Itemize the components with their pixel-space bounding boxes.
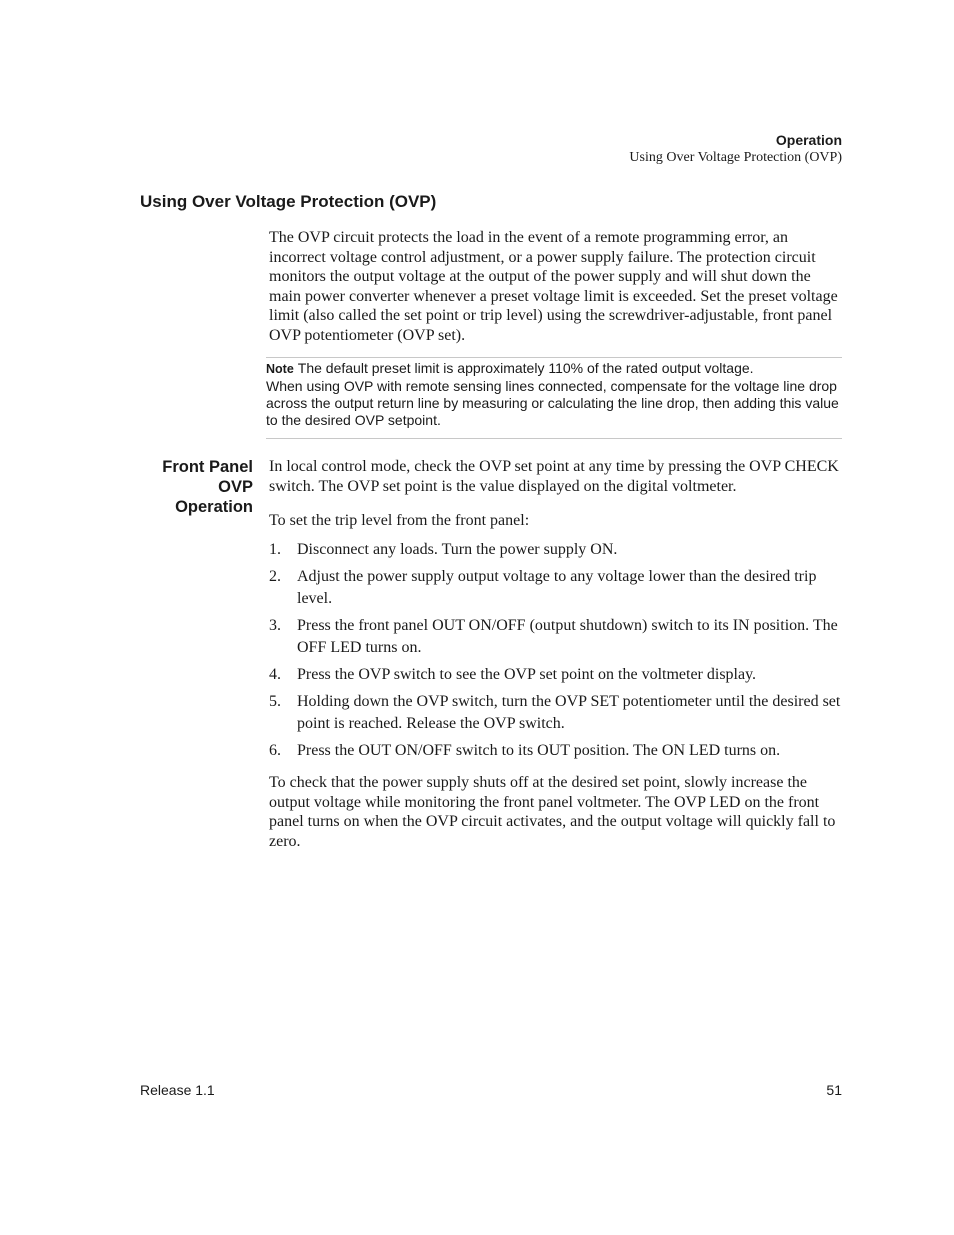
steps-intro: To set the trip level from the front panel: [269, 512, 530, 529]
step-text: Adjust the power supply output voltage to any voltage lower than the desired trip level. [297, 568, 817, 607]
step-text: Disconnect any loads. Turn the power supply ON. [297, 541, 618, 558]
list-item [269, 566, 842, 610]
running-head-chapter: Operation [775, 132, 842, 148]
note-label: Note [266, 362, 294, 376]
check-paragraph: To check that the power supply shuts off at the desired set point, slowly increase the output voltage while monitoring the front panel voltmeter. The OVP LED on the front panel turns on when the OVP circuit activates, and the output voltage will quickly fall to zero. [269, 774, 836, 850]
list-item [269, 740, 842, 762]
running-head-section: Using Over Voltage Protection (OVP) [629, 150, 842, 165]
note-box [266, 357, 842, 439]
list-item [269, 664, 842, 686]
list-item [269, 691, 842, 735]
step-number: 4. [269, 666, 281, 683]
subsection-heading-line-1: Front Panel [162, 458, 253, 476]
step-text: Press the OUT ON/OFF switch to its OUT position. The ON LED turns on. [297, 742, 781, 759]
step-text: Holding down the OVP switch, turn the OVP SET potentiometer until the desired set point is reached. Release the OVP switch. [297, 693, 841, 732]
step-number: 5. [269, 693, 281, 710]
list-item [269, 539, 842, 561]
running-head [629, 131, 842, 167]
list-item [269, 615, 842, 659]
subsection-heading [140, 457, 253, 517]
subsection-heading-line-2: OVP [218, 478, 253, 496]
footer-page-number: 51 [826, 1082, 842, 1098]
step-number: 1. [269, 541, 281, 558]
note-line-1 [266, 360, 842, 378]
step-number: 2. [269, 568, 281, 585]
section-title: Using Over Voltage Protection (OVP) [140, 192, 437, 211]
step-number: 3. [269, 617, 281, 634]
step-text: Press the front panel OUT ON/OFF (output shutdown) switch to its IN position. The OFF LED turns on. [297, 617, 838, 656]
note-text-1: The default preset limit is approximately 110% of the rated output voltage. [297, 360, 754, 376]
intro-paragraph: The OVP circuit protects the load in the event of a remote programming error, an incorrect voltage control adjustment, or a power supply failure. The protection circuit monitors the output voltage at the output of the power supply and will shut down the main power converter whenever a preset voltage limit is exceeded. Set the preset voltage limit (also called the set point or trip level) using the screwdriver-adjustable, front panel OVP potentiometer (OVP set). [269, 229, 838, 344]
note-line-2: When using OVP with remote sensing lines connected, compensate for the voltage line drop across the output return line by measuring or calculating the line drop, then adding this value to the desired OVP setpoint. [266, 378, 839, 428]
subsection-heading-line-3: Operation [175, 498, 253, 516]
step-text: Press the OVP switch to see the OVP set point on the voltmeter display. [297, 666, 757, 683]
step-number: 6. [269, 742, 281, 759]
steps-list [269, 539, 842, 767]
local-control-paragraph: In local control mode, check the OVP set point at any time by pressing the OVP CHECK switch. The OVP set point is the value displayed on the digital voltmeter. [269, 458, 839, 495]
footer-release: Release 1.1 [140, 1082, 215, 1098]
